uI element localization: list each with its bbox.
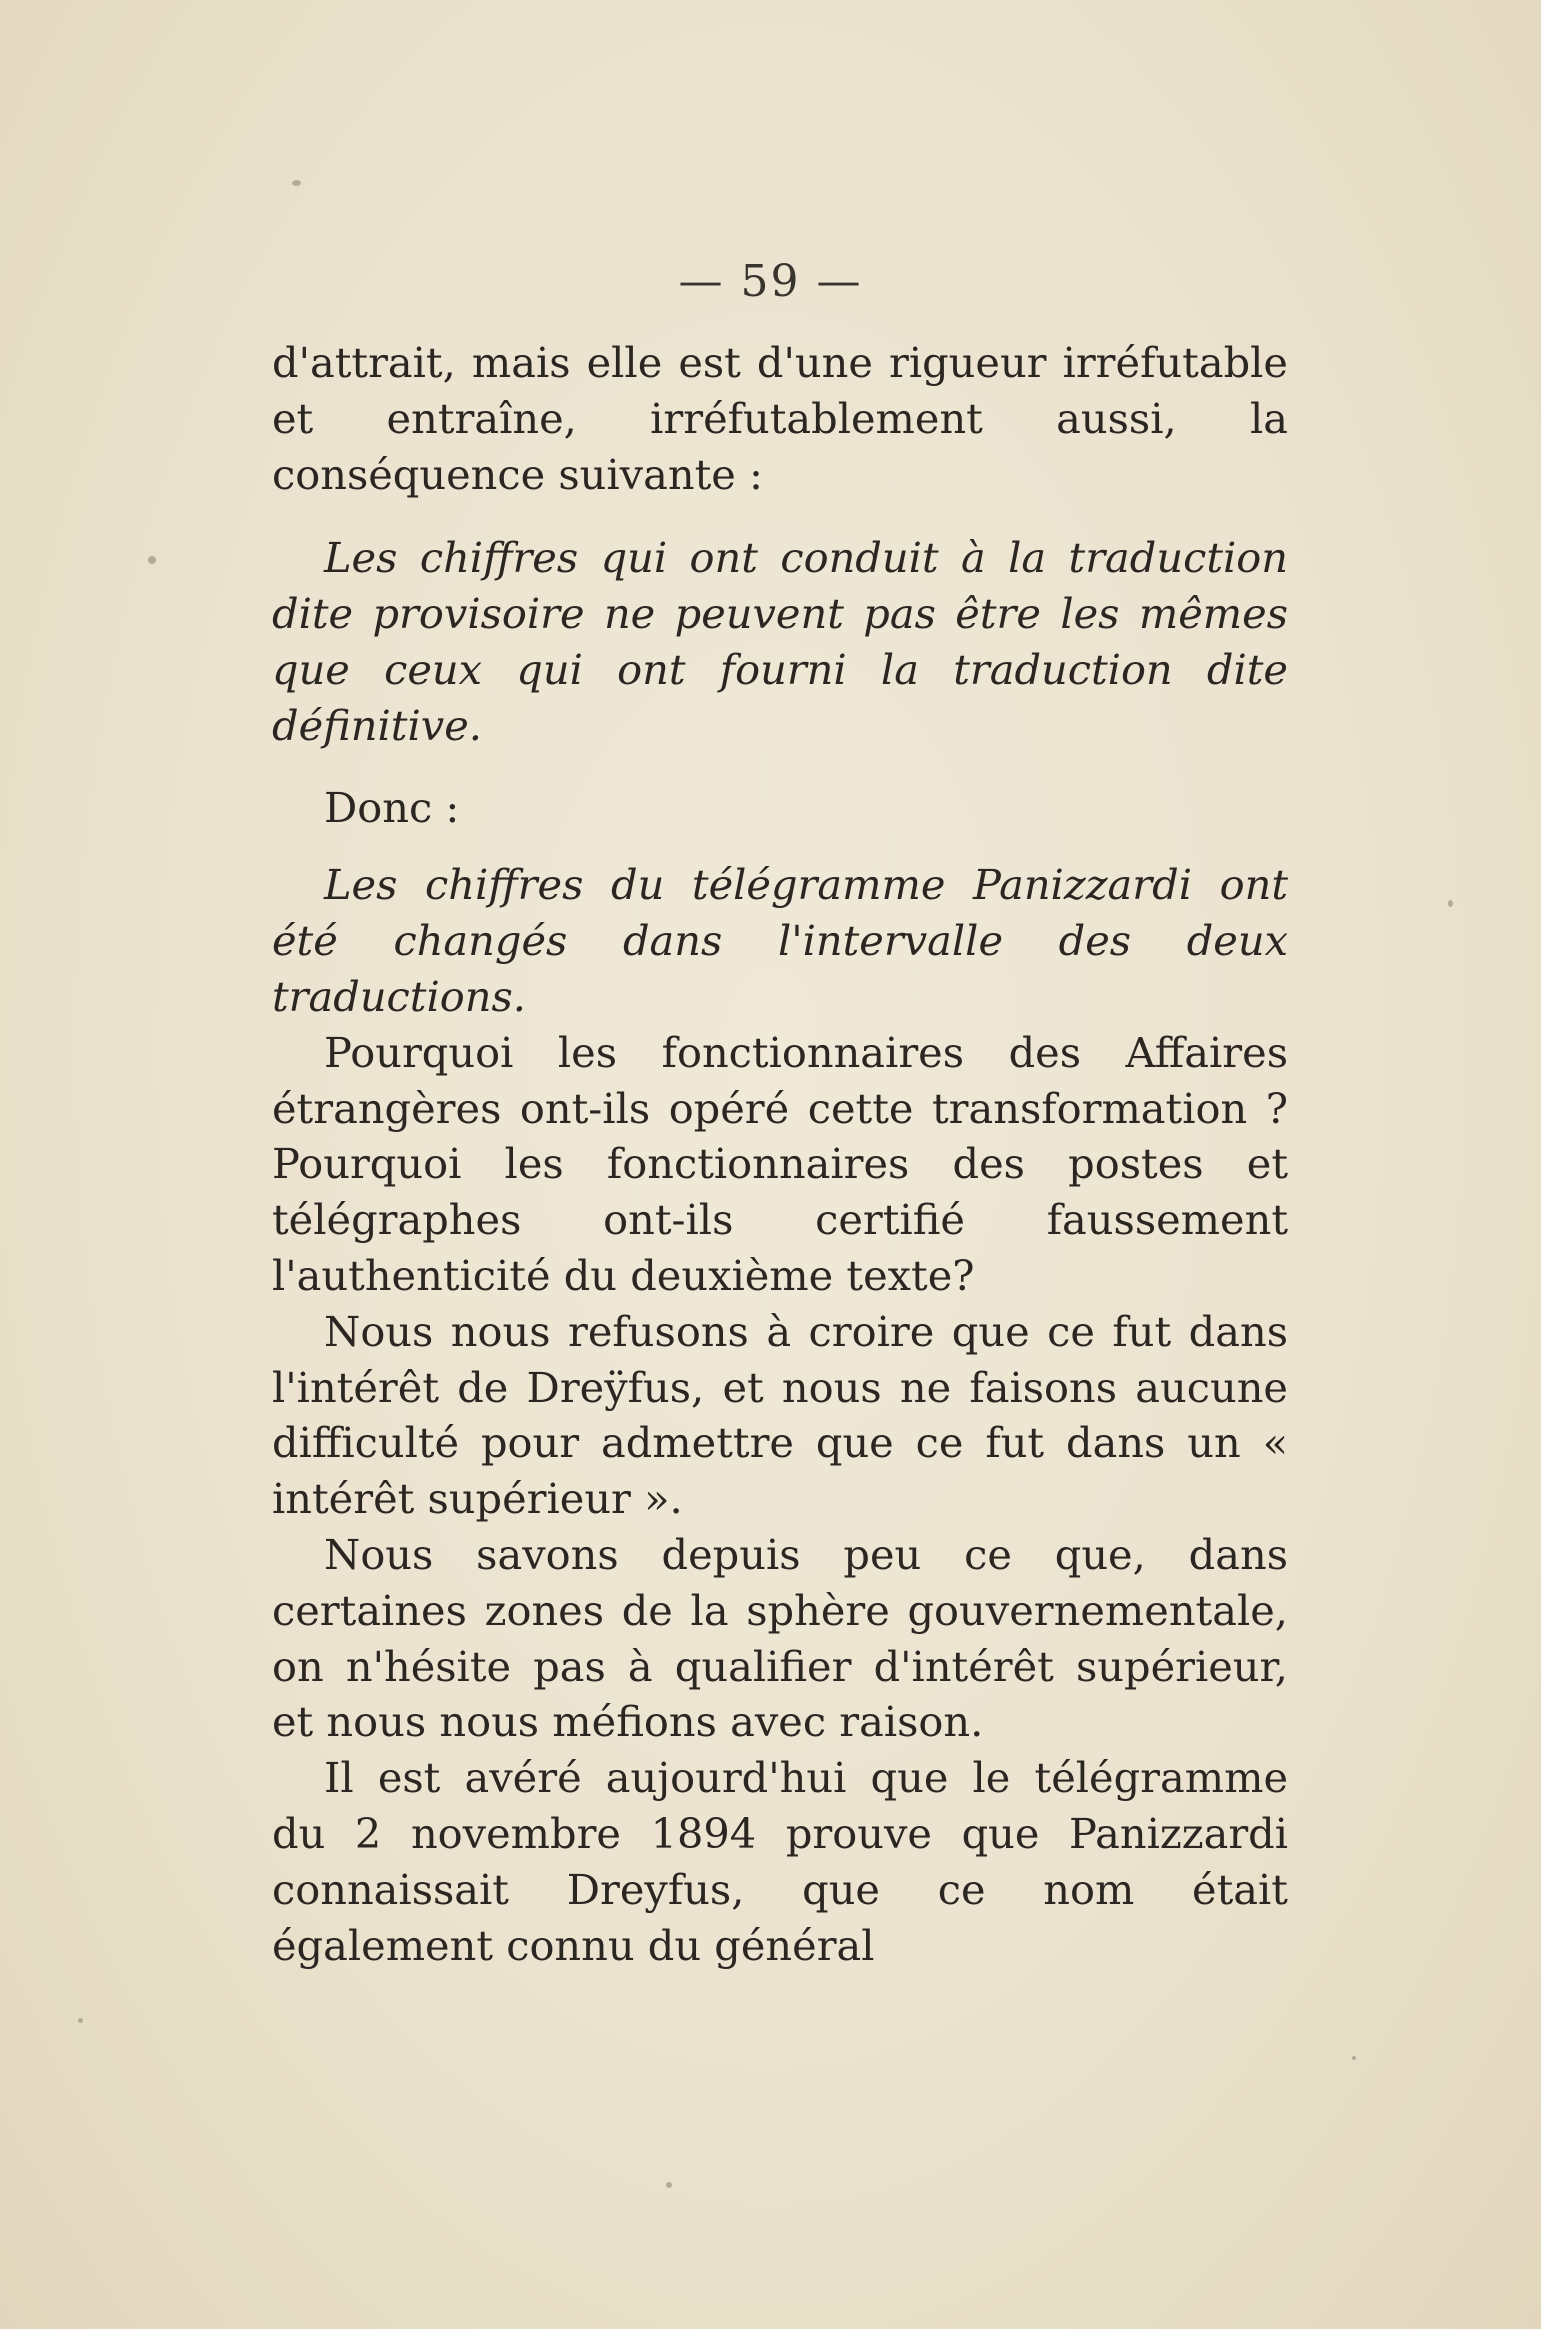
paragraph: d'attrait, mais elle est d'une rigueur irréfutable et entraîne, irréfutablement aussi, la conséquence suivante :: [272, 338, 1288, 499]
ink-speck: [148, 556, 156, 564]
italic-conclusion: Les chiffres du télégramme Panizzardi ont été changés dans l'intervalle des deux traductions.: [272, 860, 1288, 1021]
paragraph: Donc :: [324, 782, 460, 832]
body-text: [272, 335, 1288, 1973]
page-number: — 59 —: [678, 256, 863, 307]
paragraph: Nous savons depuis peu ce que, dans certaines zones de la sphère gouvernementale, on n'hésite pas à qualifier d'intérêt supérieur, et nous nous méfions avec raison.: [272, 1529, 1288, 1747]
ink-speck: [78, 2018, 83, 2023]
ink-speck: [1448, 900, 1453, 907]
paragraph: Il est avéré aujourd'hui que le télégramme du 2 novembre 1894 prouve que Panizzardi connaissait Dreyfus, que ce nom était également connu du général: [272, 1753, 1288, 1970]
paragraph: Pourquoi les fonctionnaires des Affaires étrangères ont-ils opéré cette transformation ? Pourquoi les fonctionnaires des postes et télégraphes ont-ils certifié faussement l'authenticité du deuxième texte?: [272, 1027, 1288, 1300]
ink-speck: [666, 2182, 672, 2188]
ink-speck: [292, 180, 301, 186]
ink-speck: [1352, 2056, 1356, 2060]
paragraph: Nous nous refusons à croire que ce fut dans l'intérêt de Dreÿfus, et nous ne faisons aucune difficulté pour admettre que ce fut dans un « intérêt supérieur ».: [272, 1306, 1288, 1524]
italic-statement: Les chiffres qui ont conduit à la traduction dite provisoire ne peuvent pas être les mêmes que ceux qui ont fourni la traduction dite définitive.: [272, 533, 1288, 750]
